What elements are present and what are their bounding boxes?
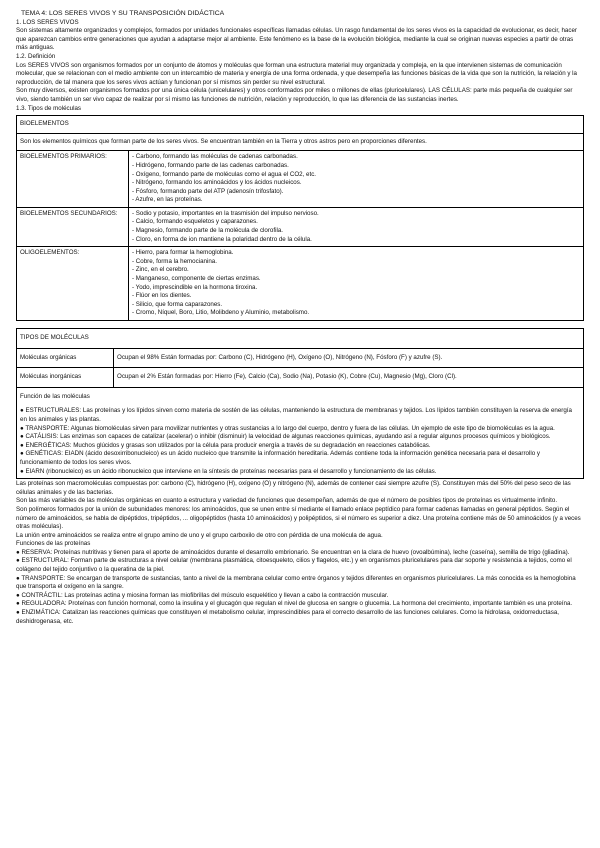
function-item: ● GENÉTICAS: EIADN (ácido desoxirribonucleico) es un ácido nucleico que transmite la información hereditaria. Además contiene toda la información genética necesaria para el desarrollo y funcionamiento de todos los seres vivos. (20, 450, 540, 466)
list-item: - Zinc, en el cerebro. (132, 266, 189, 274)
protein-function-item: ● CONTRÁCTIL: Las proteínas actina y miosina forman las miofibrillas del músculo esquelético y llevan a cabo la contracción muscular. (16, 591, 389, 599)
list-item: - Carbono, formando las moléculas de cadenas carbonadas. (132, 153, 298, 161)
list-item: - Azufre, en las proteínas. (132, 196, 203, 204)
protein-function-item: ● ENZIMÁTICA: Catalizan las reacciones químicas que constituyen el metabolismo celular, imprescindibles para el correcto desarrollo de las funciones celulares. Como la hidrolasa, oxidorreductasa, deshidrogenasa, etc. (16, 609, 559, 625)
list-item: - Cloro, en forma de ion mantiene la polaridad dentro de la célula. (132, 235, 312, 243)
primary-elements-row (17, 151, 584, 208)
list-item: - Yodo, imprescindible en la hormona tiroxina. (132, 283, 258, 291)
protein-function-item: ● REGULADORA: Proteínas con función hormonal, como la insulina y el glucagón que regulan el nivel de glucosa en sangre o glucemia. La hormona del crecimiento, importante también es una proteína. (16, 600, 573, 608)
primary-elements-list (129, 151, 584, 208)
functions-heading: Función de las moléculas (17, 387, 584, 406)
section-1-heading: 1. LOS SERES VIVOS (16, 18, 79, 26)
secondary-elements-row (17, 207, 584, 246)
function-item: ● CATÁLISIS: Las enzimas son capaces de catalizar (acelerar) o inhibir (disminuir) la velocidad de algunas reacciones químicas, ayudando así a regular algunos procesos químicos y biológicos. (20, 433, 551, 441)
secondary-elements-label: BIOELEMENTOS SECUNDARIOS: (17, 207, 129, 246)
protein-function-item: ● TRANSPORTE: Se encargan de transporte de sustancias, tanto a nivel de la membrana celular como entre órganos y tejidos diferentes en organismos pluricelulares. La más conocida es la hemoglobina que transporta el oxígeno en la sangre. (16, 574, 576, 591)
list-item: - Cromo, Níquel, Boro, Litio, Molibdeno y Aluminio, metabolismo. (132, 309, 310, 317)
proteins-paragraph: Las proteínas son macromoléculas compuestas por: carbono (C), hidrógeno (H), oxígeno (O) y nitrógeno (N), además de contener casi siempre azufre (S). Constituyen más del 50% del peso seco de las células animales y de las bacterias. (16, 480, 571, 496)
organic-molecules-text: Ocupan el 98% Están formadas por: Carbono (C), Hidrógeno (H), Oxígeno (O), Nitrógeno (N), Fósforo (F) y azufre (S). (114, 348, 584, 368)
list-item: - Fósforo, formando parte del ATP (adenosín trifosfato). (132, 187, 284, 195)
document-page (16, 10, 584, 626)
trace-elements-row (17, 247, 584, 321)
molecule-types-table (16, 328, 584, 406)
section-1-3-heading: 1.3. Tipos de moléculas (16, 104, 82, 112)
list-item: - Sodio y potasio, importantes en la trasmisión del impulso nervioso. (132, 209, 319, 217)
section-1-2-text-1: Los SERES VIVOS son organismos formados por un conjunto de átomos y moléculas que forman una estructura material muy organizada y compleja, en la que intervienen sistemas de comunicación molecular, que se relacionan con el medio ambiente con un intercambio de materia y energía de una forma ordenada, y que desempeña las funciones básicas de la vida que son la nutrición, la relación y la reproducción, de tal manera que los seres vivos actúan y funcionan por sí mismos sin perder su nivel estructural. (16, 61, 577, 86)
proteins-paragraph: Son las más variables de las moléculas orgánicas en cuanto a estructura y variedad de funciones que desempeñan, además de que el número de posibles tipos de proteínas es virtualmente infinito. (16, 497, 558, 505)
section-1-2-heading: 1.2. Definición (16, 52, 56, 60)
list-item: - Manganeso, componente de ciertas enzimas. (132, 275, 261, 283)
trace-elements-list (129, 247, 584, 321)
function-item: ● ENERGÉTICAS: Muchos glúcidos y grasas son utilizados por la célula para producir energía a través de su degradación en reacciones catabólicas. (20, 441, 431, 449)
list-item: - Oxígeno, formando parte de moléculas como el agua el CO2, etc. (132, 170, 317, 178)
section-1-text: Son sistemas altamente organizados y complejos, formados por unidades funcionales específicas llamadas células. Un rasgo fundamental de los seres vivos es la capacidad de evolucionar, es decir, hacer que aparezcan cambios entre generaciones que ayudan a adaptarse mejor al ambiente. Este fenómeno es la base de la evolución biológica, mediante la cual se originan nuevas especies a partir de otras más antiguas. (16, 27, 577, 52)
list-item: - Calcio, formando esqueletos y caparazones. (132, 218, 258, 226)
list-item: - Hidrógeno, formando parte de las cadenas carbonadas. (132, 161, 289, 169)
inorganic-molecules-text: Ocupan el 2% Están formadas por: Hierro (Fe), Calcio (Ca), Sodio (Na), Potasio (K), Cobre (Cu), Magnesio (Mg), Cloro (Cl). (114, 368, 584, 388)
function-item: ● EIARN (ribonucleico) es un ácido ribonucleico que interviene en la síntesis de proteínas necesarias para el desarrollo y funcionamiento de las células. (20, 467, 437, 475)
inorganic-molecules-row (17, 368, 584, 388)
bioelements-definition: Son los elementos químicos que forman parte de los seres vivos. Se encuentran también en la Tierra y otros astros pero en proporciones diferentes. (17, 133, 584, 151)
list-item: - Cobre, forma la hemocianina. (132, 257, 217, 265)
protein-function-item: ● ESTRUCTURAL: Forman parte de estructuras a nivel celular (membrana plasmática, citoesqueleto, cilios y flagelos, etc.) y en organismos pluricelulares para dar soporte y resistencia a tejidos, como el colágeno del tejido conjuntivo o la queratina de la piel. (16, 557, 572, 574)
bioelements-table (16, 115, 584, 321)
list-item: - Magnesio, formando parte de la molécula de clorofila. (132, 227, 283, 235)
protein-function-item: ● RESERVA: Proteínas nutritivas y tienen para el aporte de aminoácidos durante el desarrollo embrionario. Se encuentran en la clara de huevo (ovoalbúmina), leche (caseína), semilla de trigo (gliadina). (16, 548, 570, 556)
list-item: - Flúor en los dientes. (132, 292, 192, 300)
protein-functions-heading: Funciones de las proteínas (16, 540, 91, 548)
list-item: - Nitrógeno, formando los aminoácidos y los ácidos nucleicos. (132, 179, 302, 187)
list-item: - Hierro, para formar la hemoglobina. (132, 249, 234, 257)
function-item: ● ESTRUCTURALES: Las proteínas y los lípidos sirven como materia de sostén de las células, manteniendo la estructura de membranas y tejidos. Los lípidos también constituyen la reserva de energía en los animales y las plantas. (20, 407, 572, 423)
organic-molecules-label: Moléculas orgánicas (17, 348, 114, 368)
molecule-types-heading: TIPOS DE MOLÉCULAS (17, 329, 584, 349)
trace-elements-label: OLIGOELEMENTOS: (17, 247, 129, 321)
proteins-paragraph: La unión entre aminoácidos se realiza entre el grupo amino de uno y el grupo carboxilo de otro con pérdida de una molécula de agua. (16, 531, 383, 539)
document-title: TEMA 4: LOS SERES VIVOS Y SU TRANSPOSICIÓN DIDÁCTICA (21, 10, 225, 17)
primary-elements-label: BIOELEMENTOS PRIMARIOS: (17, 151, 129, 208)
bioelements-heading: BIOELEMENTOS (17, 116, 584, 134)
organic-molecules-row (17, 348, 584, 368)
proteins-section (16, 480, 584, 626)
molecule-functions (16, 406, 584, 479)
function-item: ● TRANSPORTE: Algunas biomoléculas sirven para movilizar nutrientes y otras sustancias a lo largo del cuerpo, dentro y fuera de las células. Un ejemplo de este tipo de biomoléculas es la agua. (20, 424, 555, 432)
section-1-2-text-2: Son muy diversos, existen organismos formados por una única célula (unicelulares) y otros conformados por miles o millones de ellas (pluricelulares). LAS CÉLULAS: parte más pequeña de cualquier ser vivo, siendo también un ser vivo capaz de realizar por sí mismo las funciones de nutrición, relación y reproducción, lo que las diferencia de las sustancias inertes. (16, 87, 573, 103)
secondary-elements-list (129, 207, 584, 246)
proteins-paragraph: Son polímeros formados por la unión de subunidades menores: los aminoácidos, que se unen entre sí mediante el llamado enlace peptídico para formar cadenas llamadas en general péptidos. Según el número de aminoácidos, se habla de dipéptidos, tripéptidos, ... oligopéptidos (hasta 10 aminoácidos) y polipéptidos, si el número es superior a diez. Una proteína contiene más de 50 aminoácidos (y a veces otras moléculas). (16, 505, 581, 531)
list-item: - Silicio, que forma caparazones. (132, 300, 223, 308)
inorganic-molecules-label: Moléculas inorgánicas (17, 368, 114, 388)
